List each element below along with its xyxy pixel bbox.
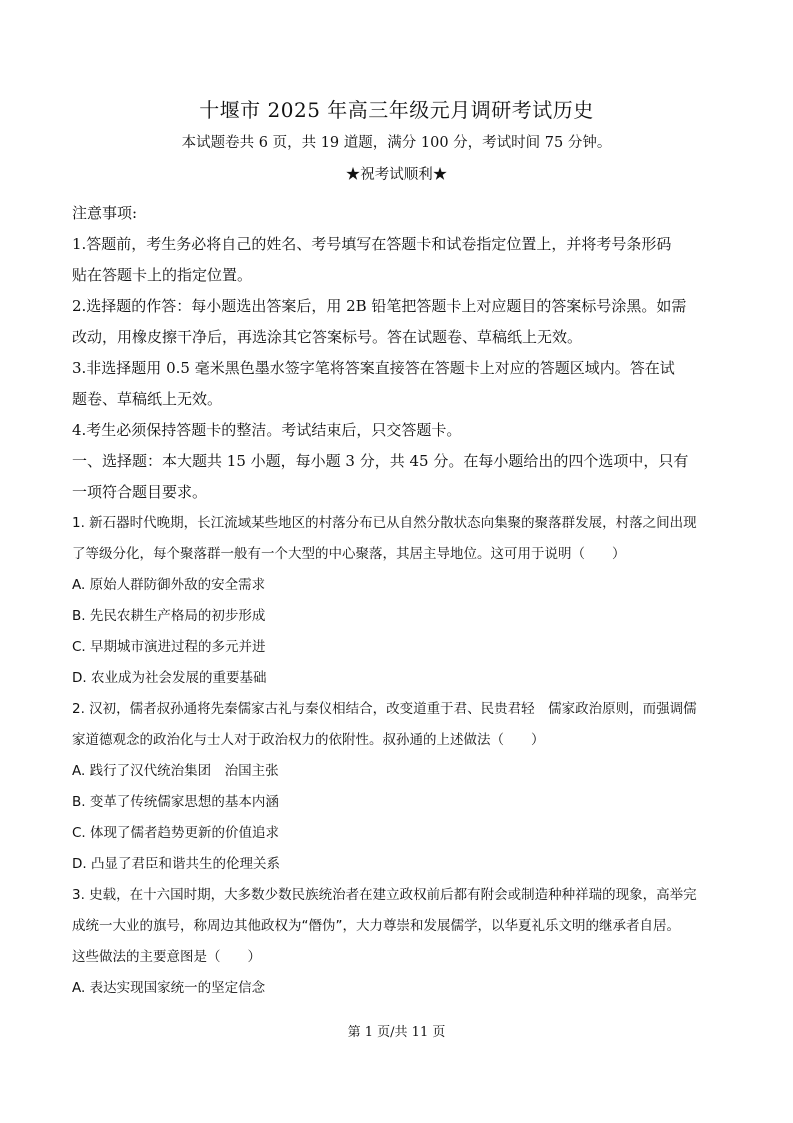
question-stem: 家道德观念的政治化与士人对于政治权力的依附性。叔孙通的上述做法（ ） — [72, 732, 545, 748]
notice-line: 题卷、草稿纸上无效。 — [72, 390, 223, 408]
question-1 — [72, 508, 722, 694]
page-number: 第 1 页/共 11 页 — [347, 1025, 446, 1040]
question-option: C. 体现了儒者趋势更新的价值追求 — [72, 825, 280, 841]
question-stem: 了等级分化，每个聚落群一般有一个大型的中心聚落，其居主导地位。这可用于说明（ ） — [72, 546, 626, 562]
section-heading: 一、选择题：本大题共 15 小题，每小题 3 分，共 45 分。在每小题给出的四个选项中，只有 — [72, 452, 689, 470]
question-stem: 1. 新石器时代晚期，长江流域某些地区的村落分布已从自然分散状态向集聚的聚落群发展，村落之间出现 — [72, 515, 697, 531]
question-option: C. 早期城市演进过程的多元并进 — [72, 639, 266, 655]
exam-wish: ★祝考试顺利★ — [345, 167, 448, 183]
notice-line: 改动，用橡皮擦干净后，再选涂其它答案标号。答在试题卷、草稿纸上无效。 — [72, 328, 583, 346]
question-option: D. 凸显了君臣和谐共生的伦理关系 — [72, 856, 280, 872]
question-3 — [72, 880, 722, 1004]
notice-line: 贴在答题卡上的指定位置。 — [72, 266, 253, 284]
question-option: D. 农业成为社会发展的重要基础 — [72, 670, 267, 686]
question-option: B. 先民农耕生产格局的初步形成 — [72, 608, 266, 624]
exam-subtitle: 本试题卷共 6 页，共 19 道题，满分 100 分，考试时间 75 分钟。 — [181, 135, 612, 151]
exam-content — [72, 198, 722, 1004]
notice-line: 3.非选择题用 0.5 毫米黑色墨水签字笔将答案直接答在答题卡上对应的答题区域内。答在试 — [72, 359, 675, 377]
question-stem: 成统一大业的旗号，称周边其他政权为“僭伪”，大力尊崇和发展儒学，以华夏礼乐文明的继承者自居。 — [72, 918, 680, 934]
question-stem: 这些做法的主要意图是（ ） — [72, 949, 261, 965]
question-2 — [72, 694, 722, 880]
notice-heading: 注意事项: — [72, 204, 138, 222]
section-heading: 一项符合题目要求。 — [72, 483, 208, 501]
notice-line: 2.选择题的作答：每小题选出答案后，用 2B 铅笔把答题卡上对应题目的答案标号涂黑。如需 — [72, 297, 687, 315]
question-option: A. 表达实现国家统一的坚定信念 — [72, 980, 266, 996]
question-stem: 2. 汉初，儒者叔孙通将先秦儒家古礼与秦仪相结合，改变道重于君、民贵君轻 儒家政治原则，而强调儒 — [72, 701, 697, 717]
question-stem: 3. 史载，在十六国时期，大多数少数民族统治者在建立政权前后都有附会或制造种种祥瑞的现象，高举完 — [72, 887, 697, 903]
notice-line: 4.考生必须保持答题卡的整洁。考试结束后，只交答题卡。 — [72, 421, 462, 439]
notice-line: 1.答题前，考生务必将自己的姓名、考号填写在答题卡和试卷指定位置上，并将考号条形码 — [72, 235, 672, 253]
question-option: B. 变革了传统儒家思想的基本内涵 — [72, 794, 279, 810]
question-option: A. 践行了汉代统治集团 治国主张 — [72, 763, 279, 779]
question-option: A. 原始人群防御外敌的安全需求 — [72, 577, 266, 593]
exam-title: 十堰市 2025 年高三年级元月调研考试历史 — [199, 98, 594, 122]
